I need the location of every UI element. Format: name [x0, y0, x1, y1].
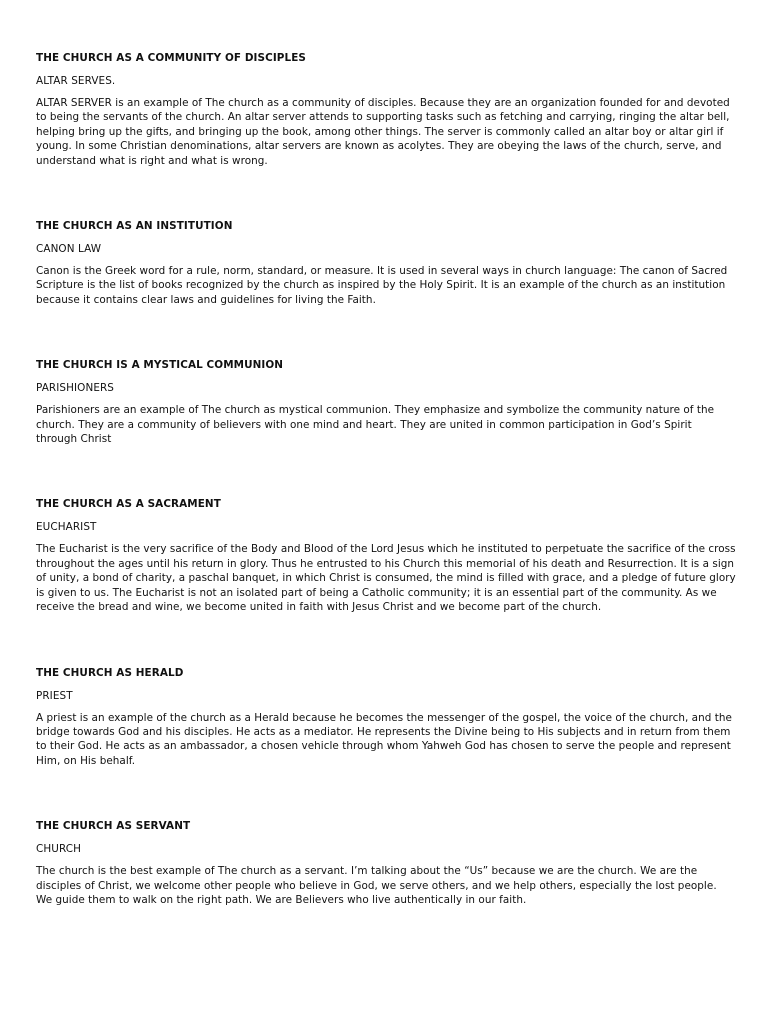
section-subheading: CANON LAW: [36, 243, 102, 256]
section-body: A priest is an example of the church as a Herald because he becomes the messenger of the gospel, the voice of the church, and the bridge towards God and his disciples. He acts as a mediator. He represents the Divine being to His subjects and in return from them to their God. He acts as an ambassador, a chosen vehicle through whom Yahweh God has chosen to serve the people and represent Him, on His behalf.: [36, 711, 732, 767]
section-herald: [36, 665, 736, 769]
section-heading: THE CHURCH AS A COMMUNITY OF DISCIPLES: [36, 52, 306, 64]
section-heading: THE CHURCH AS HERALD: [36, 666, 184, 679]
section-subheading: PARISHIONERS: [36, 382, 114, 395]
section-subheading: EUCHARIST: [36, 521, 97, 534]
section-subheading: CHURCH: [36, 843, 82, 856]
document-page: [36, 50, 736, 907]
section-institution: [36, 218, 736, 307]
section-subheading: PRIEST: [36, 689, 73, 702]
section-body: ALTAR SERVER is an example of The church as a community of disciples. Because they are an organization founded for and devoted to being the servants of the church. An altar server attends to supporting tasks such as fetching and carrying, ringing the altar bell, helping bring up the gifts, and bringing up the book, among other things. The server is commonly called an altar boy or altar girl if young. In some Christian denominations, altar servers are known as acolytes. They are obeying the laws of the church, serve, and understand what is right and what is wrong.: [36, 97, 730, 167]
section-body: The church is the best example of The church as a servant. I’m talking about the “Us” because we are the church. We are the disciples of Christ, we welcome other people who believe in God, we serve others, and we help others, especially the lost people. We guide them to walk on the right path. We are Believers who live authentically in our faith.: [36, 865, 717, 906]
section-body: Parishioners are an example of The church as mystical communion. They emphasize and symbolize the community nature of the church. They are a community of believers with one mind and heart. They are united in common participation in God’s Spirit through Christ: [36, 404, 715, 446]
section-heading: THE CHURCH AS A SACRAMENT: [36, 498, 221, 511]
section-sacrament: [36, 496, 736, 614]
section-body: The Eucharist is the very sacrifice of the Body and Blood of the Lord Jesus which he instituted to perpetuate the sacrifice of the cross throughout the ages until his return in glory. Thus he entrusted to his Church this memorial of his death and Resurrection. It is a sign of unity, a bond of charity, a paschal banquet, in which Christ is consumed, the mind is filled with grace, and a pledge of future glory is given to us. The Eucharist is not an isolated part of being a Catholic community; it is an essential part of the community. As we receive the bread and wine, we become united in faith with Jesus Christ and we become part of the church.: [36, 543, 736, 614]
section-mystical-communion: [36, 357, 736, 446]
section-community-of-disciples: [36, 50, 736, 168]
section-subheading: ALTAR SERVES.: [36, 75, 116, 87]
section-heading: THE CHURCH AS SERVANT: [36, 820, 191, 833]
section-servant: [36, 818, 736, 907]
section-body: Canon is the Greek word for a rule, norm, standard, or measure. It is used in several ways in church language: The canon of Sacred Scripture is the list of books recognized by the church as inspired by the Holy Spirit. It is an example of the church as an institution because it contains clear laws and guidelines for living the Faith.: [36, 265, 728, 306]
section-heading: THE CHURCH AS AN INSTITUTION: [36, 220, 233, 233]
section-heading: THE CHURCH IS A MYSTICAL COMMUNION: [36, 359, 284, 372]
